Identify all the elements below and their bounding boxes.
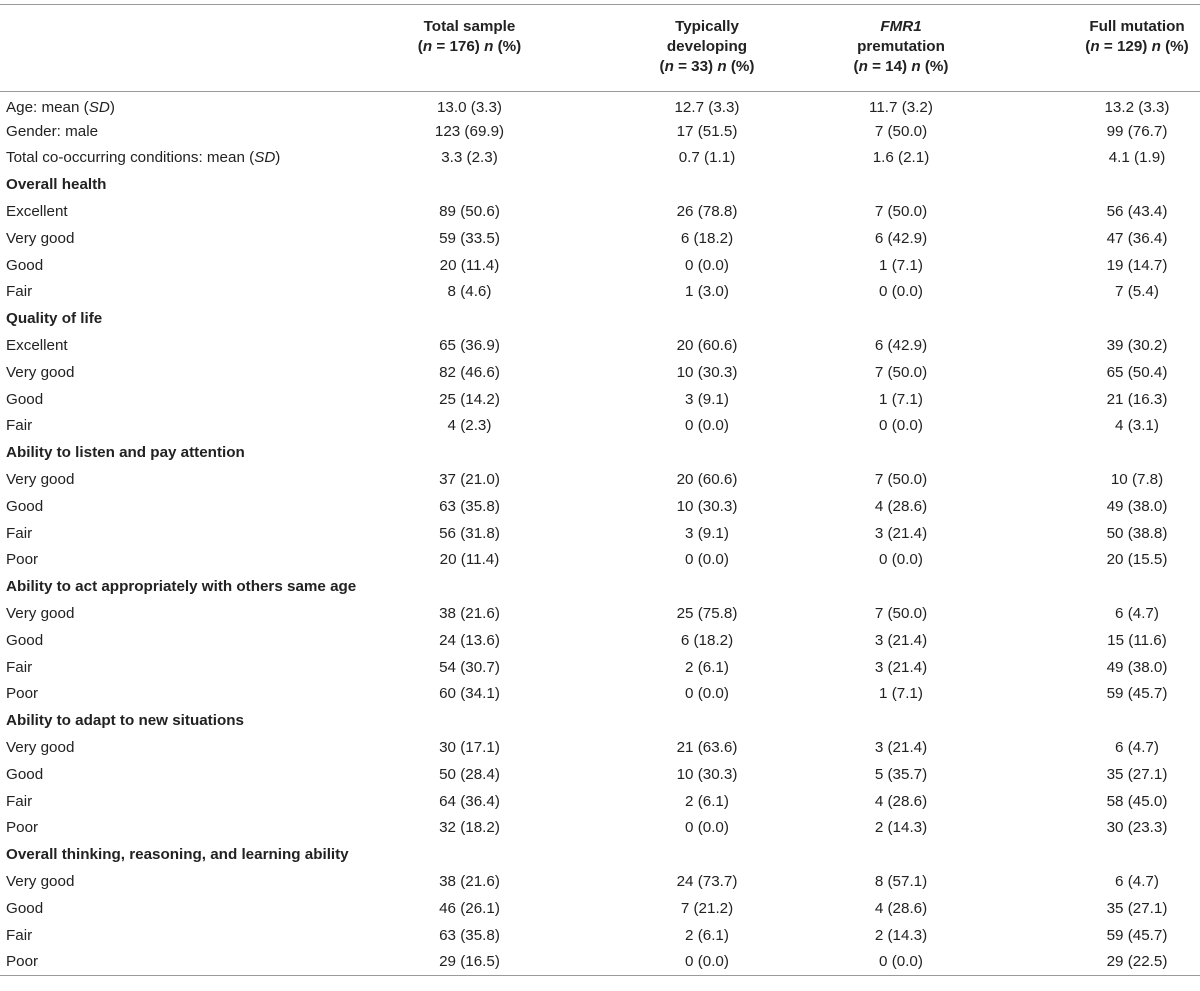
row-value: 46 (26.1) — [439, 899, 500, 917]
row-value: 39 (30.2) — [1106, 337, 1168, 355]
row-value: 1 (3.0) — [685, 283, 729, 301]
table-row — [0, 949, 1200, 976]
table-body — [0, 92, 1200, 976]
section-header-row — [0, 440, 1200, 467]
row-label: Very good — [6, 229, 75, 247]
row-value: 26 (78.8) — [676, 203, 738, 221]
header-full-mutation-n: (n = 129) n (%) — [1085, 38, 1189, 55]
row-value: 0 (0.0) — [685, 417, 729, 435]
section-header-row — [0, 574, 1200, 601]
row-value: 0 (0.0) — [879, 551, 923, 569]
row-value: 63 (35.8) — [439, 497, 500, 515]
row-value: 6 (42.9) — [874, 229, 928, 247]
row-value: 7 (50.0) — [874, 122, 928, 140]
row-value: 10 (30.3) — [676, 497, 738, 515]
row-value: 0 (0.0) — [879, 417, 923, 435]
row-value: 20 (11.4) — [439, 551, 500, 569]
table-row — [0, 788, 1200, 815]
row-label: Very good — [6, 739, 75, 757]
row-value: 49 (38.0) — [1106, 658, 1168, 676]
row-value: 3 (21.4) — [874, 524, 928, 542]
table-row — [0, 627, 1200, 654]
row-value: 99 (76.7) — [1106, 122, 1168, 140]
row-value: 10 (30.3) — [676, 765, 738, 783]
row-value: 35 (27.1) — [1106, 899, 1168, 917]
row-value: 10 (7.8) — [1110, 471, 1164, 489]
row-value: 0 (0.0) — [800, 949, 1000, 976]
section-header-row — [0, 306, 1200, 333]
header-typically-developing: Typically developing (n = 33) n (%) — [560, 5, 800, 92]
row-value: 7 (50.0) — [874, 605, 928, 623]
row-label: Excellent — [6, 337, 68, 355]
row-value: 24 (13.6) — [439, 631, 500, 649]
row-value: 20 (15.5) — [1106, 551, 1168, 569]
row-value: 13.0 (3.3) — [436, 98, 502, 116]
row-value: 11.7 (3.2) — [869, 98, 933, 116]
row-label: Good — [6, 390, 44, 408]
row-value: 6 (4.7) — [1115, 739, 1159, 757]
header-total-sample: Total sample (n = 176) n (%) — [345, 5, 560, 92]
row-value: 20 (60.6) — [676, 471, 738, 489]
section-title: Overall health — [6, 176, 107, 194]
row-value: 2 (6.1) — [685, 658, 729, 676]
table-row — [0, 467, 1200, 494]
row-label: Good — [6, 497, 44, 515]
row-value: 4 (28.6) — [874, 792, 928, 810]
row-value: 7 (50.0) — [874, 363, 928, 381]
row-value: 6 (4.7) — [1115, 873, 1159, 890]
table-row — [0, 199, 1200, 226]
section-title: Ability to act appropriately with others same age — [6, 578, 357, 596]
row-value: 38 (21.6) — [439, 605, 500, 623]
row-value: 4 (3.1) — [1115, 417, 1159, 435]
row-value: 65 (36.9) — [439, 337, 500, 355]
table-row — [0, 922, 1200, 949]
row-value: 15 (11.6) — [1107, 631, 1167, 649]
section-title: Ability to adapt to new situations — [6, 712, 244, 730]
row-value: 0 (0.0) — [685, 819, 729, 837]
row-label: Gender: male — [6, 122, 99, 140]
table-row — [0, 359, 1200, 386]
row-value: 21 (16.3) — [1106, 390, 1168, 408]
header-total-sample-n: (n = 176) n (%) — [417, 38, 522, 55]
table-row — [0, 520, 1200, 547]
table-row — [0, 145, 1200, 172]
row-value: 54 (30.7) — [439, 658, 500, 676]
row-value: 65 (50.4) — [1106, 363, 1168, 381]
section-title: Quality of life — [6, 310, 103, 328]
row-value: 6 (42.9) — [874, 337, 928, 355]
table-row — [0, 869, 1200, 896]
row-value: 0 (0.0) — [879, 283, 923, 301]
row-value: 2 (6.1) — [685, 926, 729, 944]
row-value: 63 (35.8) — [439, 926, 500, 944]
row-label: Fair — [6, 792, 33, 810]
row-value: 30 (23.3) — [1106, 819, 1168, 837]
row-value: 21 (63.6) — [676, 739, 738, 757]
row-value: 3.3 (2.3) — [441, 149, 498, 167]
row-value: 38 (21.6) — [439, 873, 500, 890]
row-value: 7 (21.2) — [680, 899, 734, 917]
row-value: 7 (5.4) — [1115, 283, 1159, 301]
table-row — [0, 493, 1200, 520]
row-value: 24 (73.7) — [676, 873, 738, 890]
row-label: Good — [6, 899, 44, 917]
row-value: 59 (45.7) — [1106, 685, 1168, 703]
row-value: 10 (30.3) — [676, 363, 738, 381]
row-label: Fair — [6, 524, 33, 542]
row-value: 20 (60.6) — [676, 337, 738, 355]
row-value: 58 (45.0) — [1106, 792, 1168, 810]
row-label: Age: mean (SD) — [6, 98, 115, 116]
row-value: 60 (34.1) — [439, 685, 500, 703]
row-label: Poor — [6, 819, 39, 837]
table-row — [0, 279, 1200, 306]
row-label: Fair — [6, 417, 33, 435]
row-value: 2 (14.3) — [874, 926, 928, 944]
table-row — [0, 386, 1200, 413]
section-header-row — [0, 172, 1200, 199]
row-value: 0 (0.0) — [560, 949, 800, 976]
table-row — [0, 252, 1200, 279]
row-value: 32 (18.2) — [439, 819, 500, 837]
row-value: 25 (75.8) — [676, 605, 738, 623]
header-empty-cell — [0, 5, 345, 92]
row-value: 1 (7.1) — [879, 390, 923, 408]
row-value: 3 (21.4) — [874, 631, 928, 649]
table-row — [0, 654, 1200, 681]
row-value: 50 (38.8) — [1106, 524, 1168, 542]
section-header-row — [0, 708, 1200, 735]
row-value: 7 (50.0) — [874, 471, 928, 489]
header-fmr1-premutation: FMR1 premutation (n = 14) n (%) — [800, 5, 1000, 92]
row-label: Very good — [6, 363, 75, 381]
row-value: 4 (28.6) — [874, 497, 928, 515]
row-label: Fair — [6, 283, 33, 301]
header-row — [0, 5, 1200, 92]
row-value: 20 (11.4) — [439, 256, 500, 274]
row-value: 1 (7.1) — [879, 256, 923, 274]
row-value: 2 (14.3) — [874, 819, 928, 837]
row-value: 0 (0.0) — [685, 256, 729, 274]
row-value: 25 (14.2) — [439, 390, 500, 408]
table-row — [0, 761, 1200, 788]
row-label: Total co-occurring conditions: mean (SD) — [6, 149, 281, 167]
row-label: Excellent — [6, 203, 68, 221]
row-value: 5 (35.7) — [874, 765, 928, 783]
row-value: 49 (38.0) — [1106, 497, 1168, 515]
header-fmr1-premutation-n: (n = 14) n (%) — [853, 58, 949, 75]
section-title: Ability to listen and pay attention — [6, 444, 245, 462]
row-value: 30 (17.1) — [439, 739, 500, 757]
header-full-mutation: Full mutation (n = 129) n (%) — [1000, 5, 1200, 92]
row-label: Good — [6, 631, 44, 649]
row-value: 29 (22.5) — [1000, 949, 1200, 976]
table-row — [0, 735, 1200, 762]
row-value: 3 (9.1) — [685, 390, 729, 408]
row-value: 64 (36.4) — [439, 792, 500, 810]
row-label: Fair — [6, 926, 33, 944]
row-value: 89 (50.6) — [439, 203, 500, 221]
row-value: 7 (50.0) — [874, 203, 928, 221]
row-label: Very good — [6, 605, 75, 623]
table-row — [0, 547, 1200, 574]
row-label: Very good — [6, 873, 75, 890]
row-value: 3 (21.4) — [874, 658, 928, 676]
row-value: 29 (16.5) — [345, 949, 560, 976]
row-value: 6 (4.7) — [1115, 605, 1159, 623]
table-row — [0, 413, 1200, 440]
table-row — [0, 681, 1200, 708]
data-table — [0, 4, 1200, 976]
row-value: 1.6 (2.1) — [872, 149, 930, 167]
row-value: 17 (51.5) — [676, 122, 738, 140]
row-value: 0.7 (1.1) — [678, 149, 736, 167]
table-row — [0, 601, 1200, 628]
section-title: Overall thinking, reasoning, and learning ability — [6, 846, 349, 864]
table-row — [0, 92, 1200, 119]
row-value: 37 (21.0) — [439, 471, 500, 489]
row-value: 4 (2.3) — [447, 417, 492, 435]
row-value: 35 (27.1) — [1106, 765, 1168, 783]
row-value: 59 (33.5) — [439, 229, 500, 247]
row-label: Fair — [6, 658, 33, 676]
row-value: 19 (14.7) — [1106, 256, 1168, 274]
row-value: 13.2 (3.3) — [1104, 98, 1170, 116]
row-value: 1 (7.1) — [879, 685, 923, 703]
row-value: 8 (57.1) — [874, 873, 928, 890]
table-row — [0, 118, 1200, 145]
row-value: 82 (46.6) — [439, 363, 500, 381]
row-value: 59 (45.7) — [1106, 926, 1168, 944]
header-typically-developing-n: (n = 33) n (%) — [659, 58, 755, 75]
row-value: 3 (9.1) — [685, 524, 729, 542]
row-value: 4 (28.6) — [874, 899, 928, 917]
table-header — [0, 5, 1200, 92]
row-value: 3 (21.4) — [874, 739, 928, 757]
row-value: 6 (18.2) — [680, 229, 734, 247]
row-label: Very good — [6, 471, 75, 489]
row-value: 6 (18.2) — [680, 631, 734, 649]
table-row — [0, 333, 1200, 360]
row-value: 4.1 (1.9) — [1108, 149, 1166, 167]
row-label: Poor — [6, 551, 39, 569]
table-row — [0, 895, 1200, 922]
row-value: 12.7 (3.3) — [674, 98, 740, 116]
row-label: Good — [6, 765, 44, 783]
row-value: 56 (31.8) — [439, 524, 500, 542]
row-value: 0 (0.0) — [685, 551, 729, 569]
row-value: 2 (6.1) — [685, 792, 729, 810]
row-value: 0 (0.0) — [685, 685, 729, 703]
row-label: Good — [6, 256, 44, 274]
row-value: 8 (4.6) — [447, 283, 492, 301]
row-value: 50 (28.4) — [439, 765, 500, 783]
row-label: Poor — [0, 949, 345, 976]
row-value: 56 (43.4) — [1106, 203, 1168, 221]
row-value: 123 (69.9) — [434, 122, 505, 140]
section-header-row — [0, 842, 1200, 869]
row-label: Poor — [6, 685, 39, 703]
row-value: 47 (36.4) — [1106, 229, 1168, 247]
table-row — [0, 225, 1200, 252]
table-row — [0, 815, 1200, 842]
